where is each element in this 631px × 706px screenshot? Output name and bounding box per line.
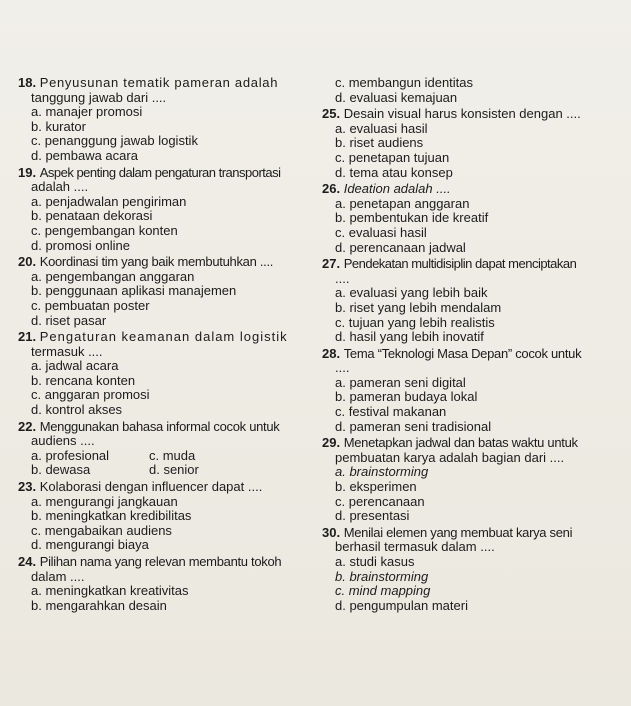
question-text: Kolaborasi dengan influencer dapat .... bbox=[39, 479, 263, 495]
question-number: 22. bbox=[18, 418, 37, 434]
question-text-cont: .... bbox=[335, 360, 350, 376]
question-text: Ideation adalah .... bbox=[343, 181, 451, 197]
option-a: a. profesional bbox=[31, 447, 110, 463]
question-number: 25. bbox=[322, 106, 341, 122]
option-a: a. penetapan anggaran bbox=[335, 195, 470, 211]
option-c: c. tujuan yang lebih realistis bbox=[335, 314, 495, 330]
question-text-cont: termasuk .... bbox=[31, 343, 103, 359]
question-text-cont: berhasil termasuk dalam .... bbox=[335, 539, 495, 555]
option-c: c. penetapan tujuan bbox=[335, 149, 450, 165]
question-text: Desain visual harus konsisten dengan .... bbox=[343, 106, 581, 122]
question-25 bbox=[322, 107, 622, 180]
option-c: c. penanggung jawab logistik bbox=[31, 133, 198, 149]
option-a: a. manajer promosi bbox=[31, 104, 143, 120]
option-b: b. dewasa bbox=[31, 462, 91, 478]
question-text-cont: audiens .... bbox=[31, 433, 95, 449]
question-number: 28. bbox=[322, 345, 341, 361]
question-number: 18. bbox=[18, 75, 37, 90]
question-text: Tema “Teknologi Masa Depan” cocok untuk bbox=[343, 345, 582, 361]
question-23 bbox=[18, 480, 322, 553]
option-d: d. hasil yang lebih inovatif bbox=[335, 329, 484, 345]
question-text: Pilihan nama yang relevan membantu tokoh bbox=[39, 554, 282, 569]
question-number: 20. bbox=[18, 254, 37, 270]
option-a: a. evaluasi hasil bbox=[335, 120, 428, 136]
option-b: b. penggunaan aplikasi manajemen bbox=[31, 283, 237, 299]
question-number: 27. bbox=[322, 256, 341, 272]
option-b: b. pameran budaya lokal bbox=[335, 389, 478, 405]
question-21 bbox=[18, 330, 322, 418]
option-b: b. meningkatkan kredibilitas bbox=[31, 508, 192, 524]
option-d: d. perencanaan jadwal bbox=[335, 239, 466, 255]
question-text: Menilai elemen yang membuat karya seni bbox=[343, 524, 573, 540]
question-text-cont: dalam .... bbox=[31, 568, 85, 584]
question-26 bbox=[322, 182, 622, 255]
question-text-cont: adalah .... bbox=[31, 179, 89, 195]
option-b: b. kurator bbox=[31, 118, 86, 134]
question-text-cont: .... bbox=[335, 270, 350, 286]
option-c: c. pembuatan poster bbox=[31, 297, 150, 313]
option-a: a. evaluasi yang lebih baik bbox=[335, 285, 488, 301]
option-c: c. mengabaikan audiens bbox=[31, 522, 172, 538]
question-number: 19. bbox=[18, 164, 37, 180]
question-22 bbox=[18, 420, 322, 478]
option-b: b. pembentukan ide kreatif bbox=[335, 210, 489, 226]
option-c: c. evaluasi hasil bbox=[335, 224, 427, 240]
option-a: a. pameran seni digital bbox=[335, 374, 466, 390]
question-number: 30. bbox=[322, 524, 341, 540]
option-b: b. riset yang lebih mendalam bbox=[335, 299, 502, 315]
option-a: a. penjadwalan pengiriman bbox=[31, 193, 187, 209]
option-d: d. kontrol akses bbox=[31, 402, 123, 418]
option-a: a. jadwal acara bbox=[31, 358, 119, 374]
question-text: Penyusunan tematik pameran adalah bbox=[39, 75, 279, 90]
option-b: b. penataan dekorasi bbox=[31, 208, 153, 224]
option-a: a. studi kasus bbox=[335, 554, 415, 569]
option-d: d. pengumpulan materi bbox=[335, 597, 468, 613]
option-a: a. meningkatkan kreativitas bbox=[31, 583, 189, 599]
option-c: c. pengembangan konten bbox=[31, 222, 178, 238]
question-text-cont: pembuatan karya adalah bagian dari .... bbox=[335, 449, 565, 465]
question-text: Aspek penting dalam pengaturan transportasi bbox=[39, 164, 281, 180]
question-24 bbox=[18, 555, 322, 613]
option-c: c. membangun identitas bbox=[335, 75, 474, 90]
question-number: 23. bbox=[18, 479, 37, 495]
right-column bbox=[322, 76, 622, 613]
question-text: Menetapkan jadwal dan batas waktu untuk bbox=[343, 435, 578, 451]
question-number: 24. bbox=[18, 554, 37, 569]
option-d: d. tema atau konsep bbox=[335, 164, 453, 180]
question-text: Menggunakan bahasa informal cocok untuk bbox=[39, 418, 280, 434]
question-20 bbox=[18, 255, 322, 328]
option-d: d. mengurangi biaya bbox=[31, 537, 149, 553]
option-row bbox=[18, 463, 322, 478]
question-30 bbox=[322, 526, 622, 614]
option-a: a. mengurangi jangkauan bbox=[31, 493, 178, 509]
option-d: d. evaluasi kemajuan bbox=[335, 89, 458, 105]
option-d: d. presentasi bbox=[335, 508, 410, 524]
option-b: b. eksperimen bbox=[335, 479, 417, 495]
question-number: 29. bbox=[322, 435, 341, 451]
option-d: d. promosi online bbox=[31, 237, 130, 253]
option-a: a. brainstorming bbox=[335, 464, 429, 480]
question-number: 26. bbox=[322, 181, 341, 197]
option-d: d. riset pasar bbox=[31, 312, 107, 328]
question-text: Pengaturan keamanan dalam logistik bbox=[39, 329, 288, 345]
question-text-cont: tanggung jawab dari .... bbox=[31, 89, 167, 105]
option-c: c. muda bbox=[149, 447, 196, 463]
option-b: b. mengarahkan desain bbox=[31, 597, 167, 613]
option-c: c. festival makanan bbox=[335, 404, 447, 420]
option-d: d. pembawa acara bbox=[31, 147, 138, 163]
option-c: c. perencanaan bbox=[335, 493, 425, 509]
question-text: Pendekatan multidisiplin dapat menciptakan bbox=[343, 256, 577, 272]
left-column bbox=[18, 76, 322, 613]
question-text: Koordinasi tim yang baik membutuhkan .... bbox=[39, 254, 274, 270]
option-c: c. anggaran promosi bbox=[31, 387, 150, 403]
option-b: b. brainstorming bbox=[335, 568, 429, 584]
question-19 bbox=[18, 166, 322, 254]
question-29 bbox=[322, 436, 622, 524]
question-28 bbox=[322, 347, 622, 435]
question-18-tail bbox=[322, 76, 622, 105]
question-18 bbox=[18, 76, 322, 164]
question-number: 21. bbox=[18, 329, 37, 345]
option-d: d. pameran seni tradisional bbox=[335, 418, 492, 434]
option-d: d. senior bbox=[149, 462, 199, 478]
option-b: b. rencana konten bbox=[31, 372, 136, 388]
option-c: c. mind mapping bbox=[335, 583, 431, 599]
question-27 bbox=[322, 257, 622, 345]
option-row bbox=[18, 449, 322, 464]
option-b: b. riset audiens bbox=[335, 135, 424, 151]
option-a: a. pengembangan anggaran bbox=[31, 268, 195, 284]
